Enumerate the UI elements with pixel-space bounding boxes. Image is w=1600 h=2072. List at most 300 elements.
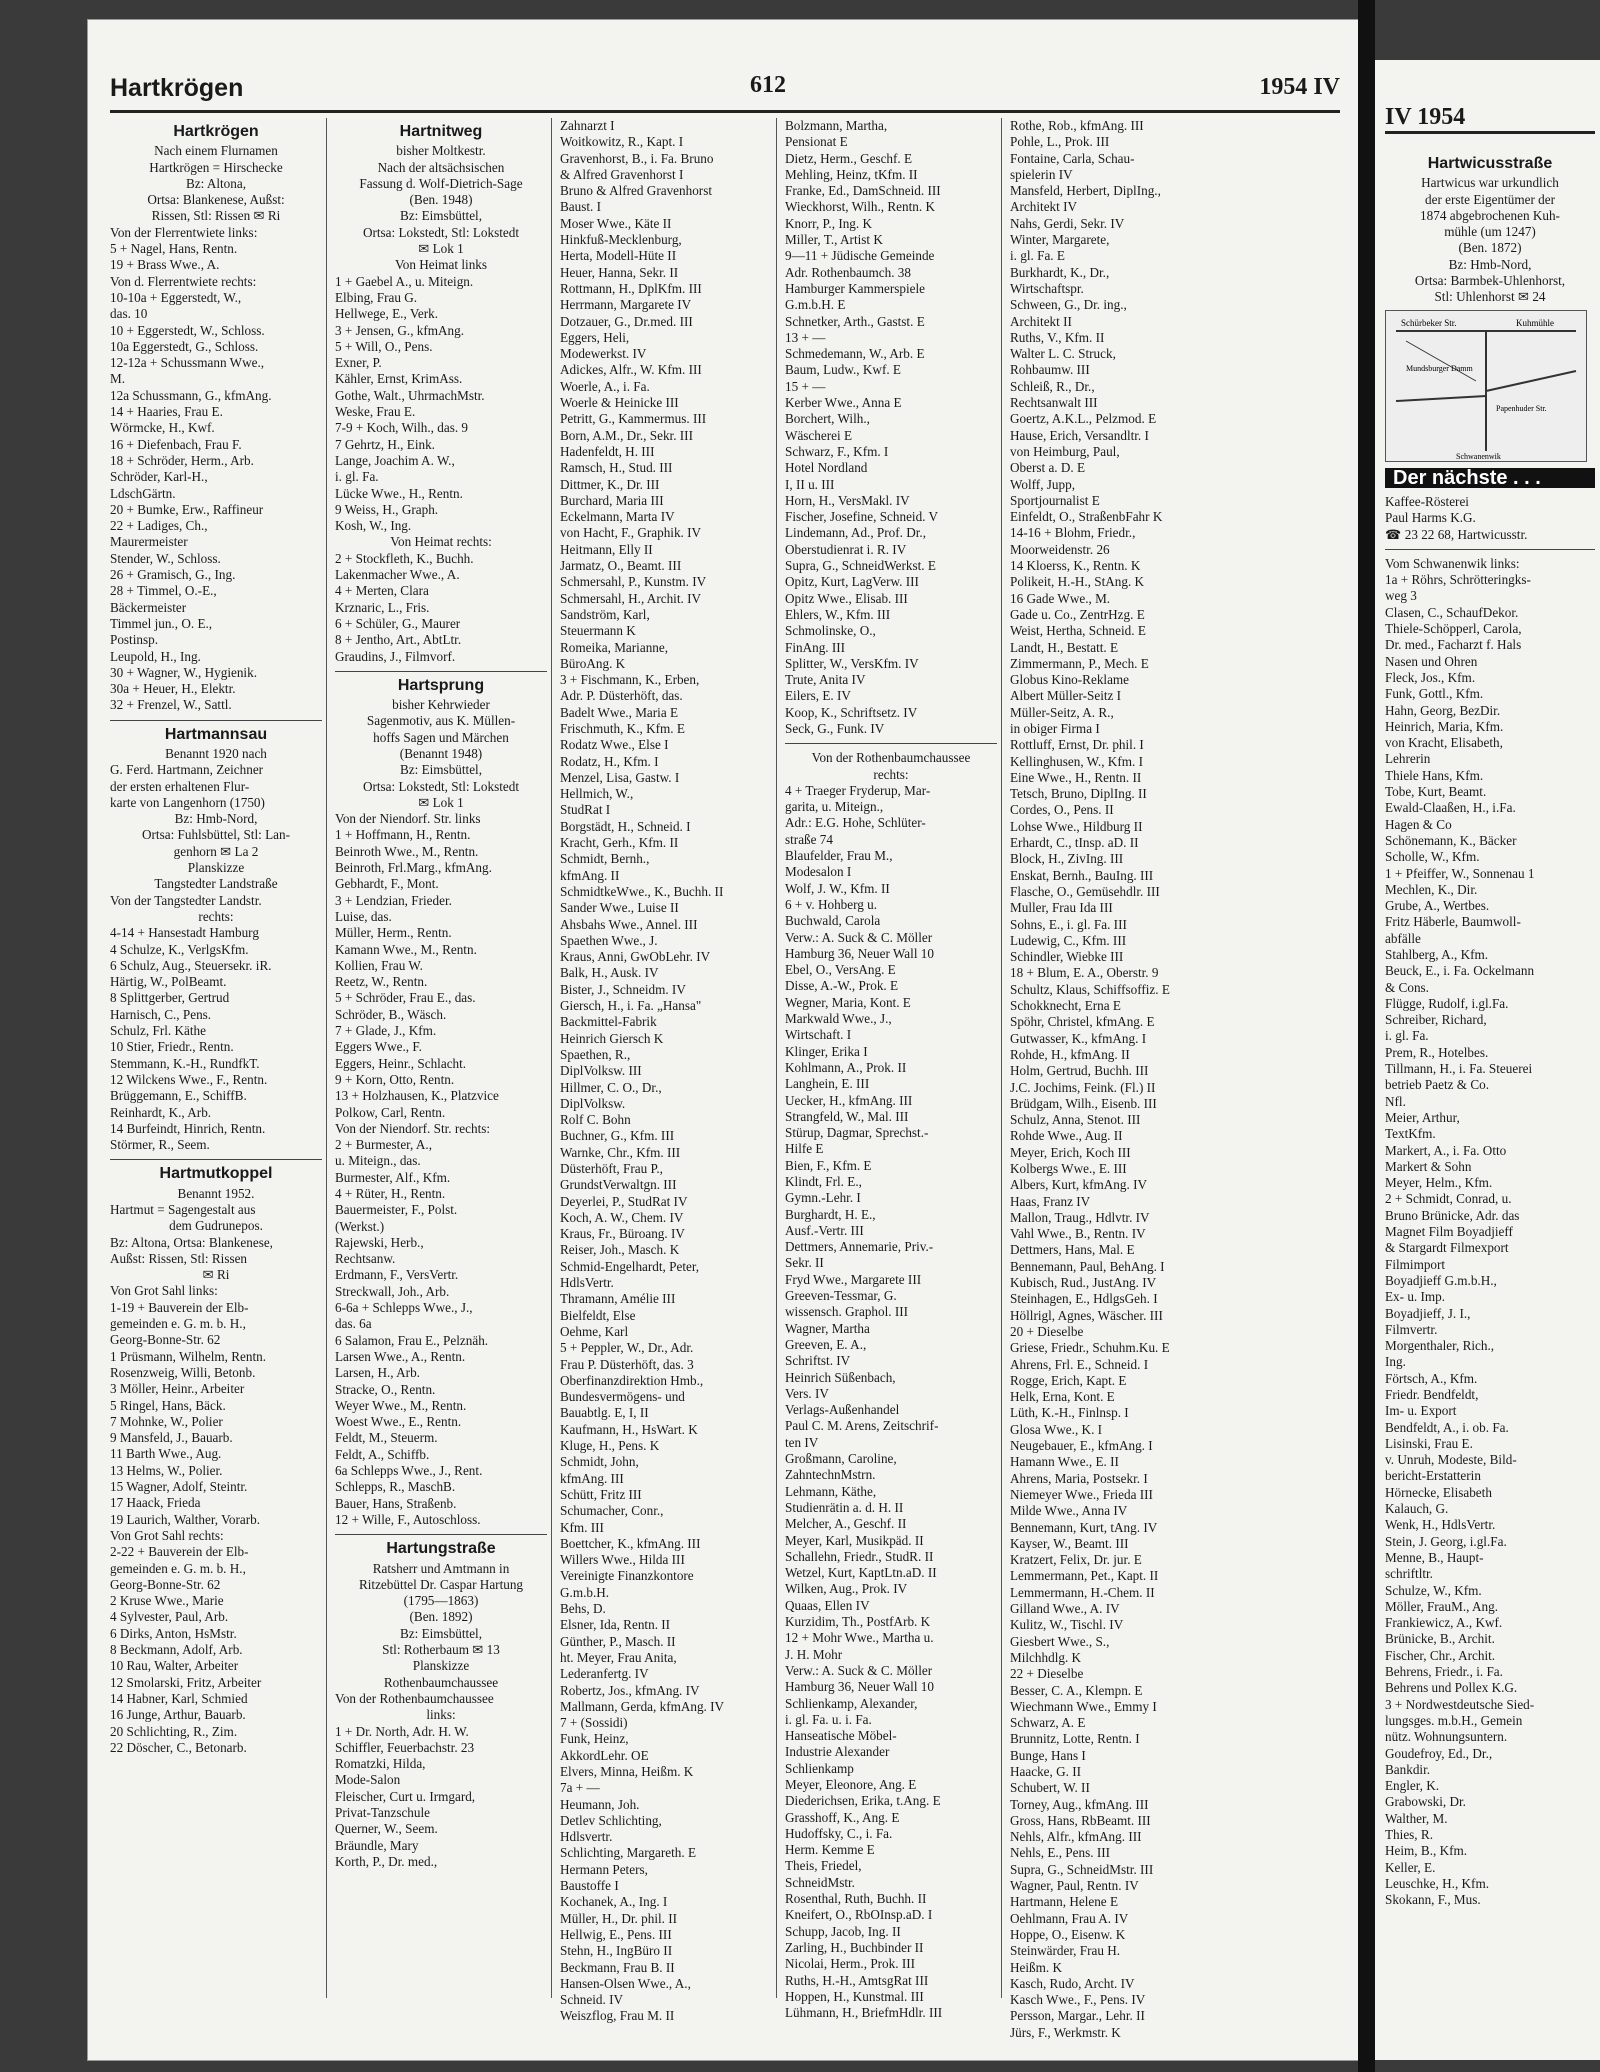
street-note: Von Heimat links: [394, 257, 488, 273]
resident-entry: Rohde Wwe., Aug. II: [1010, 1128, 1123, 1144]
resident-entry: 4 + Traeger Fryderup, Mar-: [785, 782, 931, 798]
street-note: dem Gudrunepos.: [169, 1218, 263, 1234]
resident-entry: von Hacht, F., Graphik. IV: [560, 525, 702, 541]
resident-entry: Buchner, G., Kfm. III: [560, 1128, 675, 1144]
resident-entry: Heinrich Giersch K: [560, 1030, 664, 1046]
resident-entry: Larsen, H., Arb.: [335, 1365, 420, 1381]
resident-entry: Fischer, Chr., Archit.: [1385, 1647, 1496, 1663]
resident-entry: Landt, H., Bestatt. E: [1010, 639, 1119, 655]
resident-entry: Polkow, Carl, Rentn.: [335, 1104, 446, 1120]
resident-entry: Quaas, Ellen IV: [785, 1597, 870, 1613]
page-number: 612: [750, 72, 786, 98]
resident-entry: Erdmann, F., VersVertr.: [335, 1267, 459, 1283]
street-note: Ortsa: Barmbek-Uhlenhorst,: [1414, 273, 1566, 289]
resident-entry: Weske, Frau E.: [335, 404, 416, 420]
resident-entry: 18 + Blum, E. A., Oberstr. 9: [1010, 965, 1159, 981]
resident-entry: Keller, E.: [1385, 1859, 1436, 1875]
resident-entry: 4-14 + Hansestadt Hamburg: [110, 925, 259, 941]
resident-entry: Lemmermann, H.-Chem. II: [1010, 1584, 1155, 1600]
street-note: rechts:: [198, 908, 234, 924]
resident-entry: Miller, T., Artist K: [785, 232, 883, 248]
resident-entry: schriftltr.: [1385, 1566, 1433, 1582]
street-note: links:: [426, 1707, 456, 1723]
street-note: Rissen, Stl: Rissen ✉ Ri: [151, 208, 281, 224]
resident-entry: 26 + Gramisch, G., Ing.: [110, 567, 236, 583]
street-note: Sagenmotiv, aus K. Müllen-: [366, 713, 516, 729]
resident-entry: 12-12a + Schussmann Wwe.,: [110, 355, 265, 371]
resident-entry: 3 + Fischmann, K., Erben,: [560, 672, 700, 688]
resident-entry: Fleck, Jos., Kfm.: [1385, 669, 1476, 685]
resident-entry: das. 6a: [335, 1316, 372, 1332]
resident-entry: Brunnitz, Lotte, Rentn. I: [1010, 1731, 1140, 1747]
resident-entry: DiplVolksw. III: [560, 1063, 642, 1079]
page-header: [110, 70, 1340, 113]
resident-entry: Düsterhöft, Frau P.,: [560, 1161, 663, 1176]
resident-entry: Modesalon I: [785, 864, 852, 880]
divider: [110, 720, 322, 721]
resident-entry: Modewerkst. IV: [560, 346, 647, 362]
resident-entry: 6a Schlepps Wwe., J., Rent.: [335, 1463, 483, 1479]
resident-entry: Von Grot Sahl links:: [110, 1283, 218, 1299]
street-note: Von Heimat rechts:: [390, 534, 492, 550]
resident-entry: Bennemann, Paul, BehAng. I: [1010, 1258, 1165, 1274]
resident-entry: 1 + Dr. North, Adr. H. W.: [335, 1723, 469, 1739]
street-title: Hartmutkoppel: [159, 1165, 273, 1183]
resident-entry: gemeinden e. G. m. b. H.,: [110, 1316, 246, 1332]
resident-entry: Lemmermann, Pet., Kapt. II: [1010, 1568, 1159, 1584]
resident-entry: wissensch. Graphol. III: [785, 1304, 909, 1320]
resident-entry: Kochanek, A., Ing. I: [560, 1894, 668, 1910]
resident-entry: Bunge, Hans I: [1010, 1747, 1086, 1763]
resident-entry: Hamburg 36, Neuer Wall 10: [785, 1679, 934, 1695]
resident-entry: Kayser, W., Beamt. III: [1010, 1535, 1129, 1551]
resident-entry: Behrens, Friedr., i. Fa.: [1385, 1664, 1503, 1680]
resident-entry: J.C. Jochims, Feink. (Fl.) II: [1010, 1079, 1156, 1095]
resident-entry: Beuck, E., i. Fa. Ockelmann: [1385, 963, 1535, 979]
resident-entry: 13 + Holzhausen, K., Platzvice: [335, 1088, 499, 1104]
resident-entry: Greeven, E. A.,: [785, 1336, 867, 1352]
resident-entry: Schupp, Jacob, Ing. II: [785, 1923, 901, 1939]
resident-entry: Schmidt, Bernh.,: [560, 851, 650, 867]
resident-entry: Balk, H., Ausk. IV: [560, 965, 659, 981]
resident-entry: 5 + Nagel, Hans, Rentn.: [110, 241, 238, 257]
resident-entry: 19 Laurich, Walther, Vorarb.: [110, 1511, 261, 1527]
resident-entry: Gilland Wwe., A. IV: [1010, 1601, 1120, 1617]
resident-entry: Kluge, H., Pens. K: [560, 1438, 660, 1454]
resident-entry: Von Grot Sahl rechts:: [110, 1527, 224, 1543]
resident-entry: Fischer, Josefine, Schneid. V: [785, 509, 939, 525]
resident-entry: Großmann, Caroline,: [785, 1451, 897, 1467]
resident-entry: Opitz Wwe., Elisab. III: [785, 590, 908, 606]
resident-entry: Ex- u. Imp.: [1385, 1289, 1446, 1305]
resident-entry: Schallehn, Friedr., StudR. II: [785, 1548, 934, 1564]
column-1: [110, 118, 322, 1998]
resident-entry: 7 Mohnke, W., Polier: [110, 1413, 223, 1429]
resident-entry: Luise, das.: [335, 908, 392, 924]
resident-entry: Kneifert, O., RbOInsp.aD. I: [785, 1907, 933, 1923]
resident-entry: Tetsch, Bruno, DiplIng. II: [1010, 786, 1147, 802]
resident-entry: AkkordLehr. OE: [560, 1747, 649, 1763]
resident-entry: Beckmann, Frau B. II: [560, 1959, 675, 1975]
resident-list: [1385, 556, 1595, 1909]
resident-entry: Vom Schwanenwik links:: [1385, 555, 1520, 571]
resident-entry: 10 Rau, Walter, Arbeiter: [110, 1658, 239, 1674]
resident-entry: Vers. IV: [785, 1385, 829, 1401]
resident-entry: Magnet Film Boyadjieff: [1385, 1224, 1513, 1240]
resident-entry: 1a + Röhrs, Schrötteringks-: [1385, 572, 1531, 588]
resident-entry: Mehling, Heinz, tKfm. II: [785, 166, 918, 182]
header-street: Hartkrögen: [110, 74, 244, 102]
resident-entry: Fritz Häberle, Baumwoll-: [1385, 914, 1521, 930]
resident-entry: Schmolinske, O.,: [785, 623, 876, 639]
resident-entry: Koop, K., Schriftsetz. IV: [785, 704, 918, 720]
resident-entry: Hartmann, Helene E: [1010, 1894, 1119, 1910]
street-note: Nach einem Flurnamen: [154, 143, 278, 159]
resident-entry: Kurzidim, Th., PostfArb. K: [785, 1614, 931, 1630]
resident-entry: Meyer, Eleonore, Ang. E: [785, 1776, 917, 1792]
resident-entry: Lüth, K.-H., Finlnsp. I: [1010, 1405, 1129, 1421]
resident-entry: Rosenzweig, Willi, Betonb.: [110, 1364, 256, 1380]
resident-entry: 16 Gade Wwe., M.: [1010, 590, 1111, 606]
resident-entry: Schröder, B., Wäsch.: [335, 1006, 447, 1022]
resident-entry: lungsges. m.b.H., Gemein: [1385, 1712, 1523, 1728]
resident-entry: Romatzki, Hilda,: [335, 1756, 426, 1772]
resident-entry: & Alfred Gravenhorst I: [560, 166, 684, 182]
resident-entry: Trute, Anita IV: [785, 672, 866, 688]
resident-entry: Larsen Wwe., A., Rentn.: [335, 1348, 466, 1364]
resident-entry: Brüggemann, E., SchiffB.: [110, 1088, 247, 1104]
resident-entry: G. Ferd. Hartmann, Zeichner: [110, 762, 264, 778]
resident-entry: Deyerlei, P., StudRat IV: [560, 1193, 688, 1209]
resident-entry: Rothe, Rob., kfmAng. III: [1010, 118, 1144, 133]
resident-entry: Eggers Wwe., F.: [335, 1039, 422, 1055]
resident-entry: kfmAng. III: [560, 1470, 624, 1486]
resident-entry: & Cons.: [1385, 979, 1429, 995]
resident-entry: Rottmann, H., DplKfm. III: [560, 280, 702, 296]
resident-entry: Kraus, Fr., Büroang. IV: [560, 1226, 685, 1242]
resident-entry: Neugebauer, E., kfmAng. I: [1010, 1438, 1153, 1454]
resident-entry: Uecker, H., kfmAng. III: [785, 1092, 913, 1108]
street-note: Rothenbaumchaussee: [383, 1674, 499, 1690]
street-note: Ritzebüttel Dr. Caspar Hartung: [358, 1576, 524, 1592]
resident-entry: 30a + Heuer, H., Elektr.: [110, 681, 236, 697]
street-note: Tangstedter Landstraße: [154, 876, 278, 892]
resident-entry: Bankdir.: [1385, 1761, 1431, 1777]
resident-entry: 8 Beckmann, Adolf, Arb.: [110, 1642, 243, 1658]
resident-entry: Heuer, Hanna, Sekr. II: [560, 264, 679, 280]
resident-entry: Einfeldt, O., StraßenbFahr K: [1010, 509, 1163, 525]
resident-entry: 2 + Schmidt, Conrad, u.: [1385, 1191, 1512, 1207]
resident-entry: Schubert, W. II: [1010, 1780, 1090, 1796]
resident-entry: Tobe, Kurt, Beamt.: [1385, 784, 1487, 800]
resident-entry: Klinger, Erika I: [785, 1043, 868, 1059]
resident-entry: Bruno Brünicke, Adr. das: [1385, 1207, 1520, 1223]
ad-line: Kaffee-Rösterei: [1385, 493, 1469, 509]
resident-entry: Rajewski, Herb.,: [335, 1234, 424, 1250]
resident-entry: Ahsbahs Wwe., Annel. III: [560, 916, 698, 932]
resident-entry: Kähler, Ernst, KrimAss.: [335, 371, 463, 387]
street-note: Von der Rothenbaumchaussee: [811, 750, 971, 766]
resident-entry: Thramann, Amélie III: [560, 1291, 676, 1307]
resident-entry: Heitmann, Elly II: [560, 541, 653, 557]
resident-entry: Hahn, Georg, BezDir.: [1385, 702, 1501, 718]
resident-entry: 16 Junge, Arthur, Bauarb.: [110, 1707, 246, 1723]
resident-entry: Reinhardt, K., Arb.: [110, 1104, 212, 1120]
resident-entry: Wörmcke, H., Kwf.: [110, 420, 215, 436]
resident-entry: Eckelmann, Marta IV: [560, 509, 675, 525]
resident-entry: Spaethen, R.,: [560, 1046, 631, 1062]
resident-entry: 20 Schlichting, R., Zim.: [110, 1723, 238, 1739]
resident-entry: Feldt, M., Steuerm.: [335, 1430, 438, 1446]
resident-entry: Stender, W., Schloss.: [110, 550, 221, 566]
street-note: Ratsherr und Amtmann in: [372, 1560, 510, 1576]
resident-entry: Splitter, W., VersKfm. IV: [785, 655, 919, 671]
divider: [1385, 549, 1595, 550]
resident-entry: Seck, G., Funk. IV: [785, 720, 885, 736]
resident-entry: Von der Niendorf. Str. rechts:: [335, 1120, 491, 1136]
resident-entry: Steinhagen, E., HdlgsGeh. I: [1010, 1291, 1158, 1307]
resident-entry: Milchhdlg. K: [1010, 1649, 1082, 1665]
resident-entry: Lohse Wwe., Hildburg II: [1010, 818, 1143, 834]
resident-entry: Winter, Margarete,: [1010, 232, 1110, 248]
resident-entry: Romeika, Marianne,: [560, 639, 669, 655]
column-3: [560, 118, 772, 2024]
resident-entry: Knorr, P., Ing. K: [785, 215, 873, 231]
resident-entry: Hansen-Olsen Wwe., A.,: [560, 1975, 691, 1991]
resident-entry: Mansfeld, Herbert, DiplIng.,: [1010, 183, 1161, 199]
resident-entry: Kolbergs Wwe., E. III: [1010, 1161, 1127, 1176]
resident-entry: Boyadjieff, J. I.,: [1385, 1305, 1471, 1321]
resident-entry: Mallon, Traug., Hdlvtr. IV: [1010, 1209, 1150, 1225]
resident-entry: Goudefroy, Ed., Dr.,: [1385, 1745, 1493, 1761]
resident-entry: garita, u. Miteign.,: [785, 799, 884, 815]
street-note: Planskizze: [187, 860, 245, 876]
resident-entry: M.: [110, 371, 126, 387]
resident-entry: bericht-Erstatterin: [1385, 1468, 1481, 1484]
resident-entry: Frischmuth, K., Kfm. E: [560, 720, 685, 736]
resident-entry: Moser Wwe., Käte II: [560, 215, 672, 231]
resident-entry: 19 + Brass Wwe., A.: [110, 257, 220, 273]
resident-entry: Müller, H., Dr. phil. II: [560, 1910, 678, 1926]
resident-entry: 7 + Glade, J., Kfm.: [335, 1023, 437, 1039]
street-note: Bz: Altona,: [185, 175, 247, 191]
column-divider: [326, 118, 327, 1998]
resident-entry: Im- u. Export: [1385, 1403, 1457, 1419]
resident-entry: Hilfe E: [785, 1141, 824, 1157]
resident-entry: Hermann Peters,: [560, 1861, 648, 1877]
resident-entry: Markert & Sohn: [1385, 1158, 1472, 1174]
resident-entry: Hoppen, H., Kunstmal. III: [785, 1988, 924, 2004]
resident-entry: G.m.b.H. E: [785, 297, 846, 313]
resident-entry: Von d. Flerrentwiete rechts:: [110, 273, 257, 289]
resident-entry: 13 Helms, W., Polier.: [110, 1462, 223, 1478]
resident-entry: Hdlsvertr.: [560, 1829, 613, 1845]
street-note: ✉ Lok 1: [418, 241, 464, 257]
resident-entry: 2-22 + Bauverein der Elb-: [110, 1544, 249, 1560]
resident-entry: Scholle, W., Kfm.: [1385, 849, 1480, 865]
resident-entry: Griese, Friedr., Schuhm.Ku. E: [1010, 1340, 1170, 1356]
resident-entry: Melcher, A., Geschf. II: [785, 1516, 907, 1532]
resident-entry: Oberstudienrat i. R. IV: [785, 541, 907, 557]
resident-entry: Kracht, Gerh., Kfm. II: [560, 835, 679, 851]
resident-entry: 22 + Ladiges, Ch.,: [110, 518, 208, 534]
resident-entry: Detlev Schlichting,: [560, 1812, 662, 1828]
resident-entry: Vereinigte Finanzkontore: [560, 1568, 694, 1584]
resident-entry: Ewald-Claaßen, H., i.Fa.: [1385, 800, 1516, 816]
resident-entry: Industrie Alexander: [785, 1744, 890, 1760]
resident-entry: Störmer, R., Seem.: [110, 1137, 210, 1153]
street-note: ✉ Lok 1: [418, 794, 464, 810]
resident-entry: Schwarz, A. E: [1010, 1715, 1086, 1731]
resident-entry: Walther, M.: [1385, 1810, 1448, 1826]
resident-entry: Müller-Seitz, A. R.,: [1010, 704, 1114, 720]
resident-entry: Willers Wwe., Hilda III: [560, 1552, 685, 1568]
resident-entry: Eine Wwe., H., Rentn. II: [1010, 769, 1142, 785]
resident-entry: Thiele-Schöpperl, Carola,: [1385, 621, 1522, 637]
resident-entry: Globus Kino-Reklame: [1010, 672, 1130, 688]
resident-entry: Woest Wwe., E., Rentn.: [335, 1414, 462, 1430]
resident-entry: Heinrich Süßenbach,: [785, 1369, 896, 1385]
resident-entry: Rolf C. Bohn: [560, 1112, 631, 1128]
resident-entry: 14 Kloerss, K., Rentn. K: [1010, 558, 1141, 574]
resident-entry: Kohlmann, A., Prok. II: [785, 1059, 907, 1075]
divider: [335, 671, 547, 672]
resident-entry: Schween, G., Dr. ing.,: [1010, 297, 1127, 313]
resident-entry: 12 Wilckens Wwe., F., Rentn.: [110, 1071, 268, 1087]
resident-entry: Markwald Wwe., J.,: [785, 1011, 892, 1027]
resident-entry: Schultz, Klaus, Schiffsoffiz. E: [1010, 981, 1170, 997]
resident-entry: Brünicke, B., Archit.: [1385, 1631, 1495, 1647]
resident-entry: 5 + Peppler, W., Dr., Adr.: [560, 1340, 694, 1356]
resident-entry: in obiger Firma I: [1010, 720, 1100, 736]
resident-entry: Markert, A., i. Fa. Otto: [1385, 1142, 1507, 1158]
resident-entry: 12 Smolarski, Fritz, Arbeiter: [110, 1674, 262, 1690]
resident-entry: Exner, P.: [335, 355, 382, 371]
resident-entry: 3 + Lendzian, Frieder.: [335, 892, 452, 908]
resident-entry: Herrmann, Margarete IV: [560, 297, 692, 313]
resident-entry: Wagner, Martha: [785, 1320, 870, 1336]
resident-entry: Verlags-Außenhandel: [785, 1402, 900, 1418]
resident-entry: Rottluff, Ernst, Dr. phil. I: [1010, 737, 1144, 753]
resident-entry: Gravenhorst, B., i. Fa. Bruno: [560, 150, 714, 166]
resident-entry: TextKfm.: [1385, 1126, 1436, 1142]
resident-entry: Klindt, Frl. E.,: [785, 1174, 862, 1189]
resident-entry: Wolf, J. W., Kfm. II: [785, 880, 890, 896]
resident-entry: Menne, B., Haupt-: [1385, 1549, 1484, 1565]
resident-entry: 4 Sylvester, Paul, Arb.: [110, 1609, 229, 1625]
resident-entry: 6 Dirks, Anton, HsMstr.: [110, 1625, 237, 1641]
resident-entry: Dittmer, K., Dr. III: [560, 476, 660, 492]
resident-entry: Hanseatische Möbel-: [785, 1728, 897, 1744]
resident-entry: Reetz, W., Rentn.: [335, 974, 428, 990]
resident-entry: 15 Wagner, Adolf, Steintr.: [110, 1479, 248, 1495]
resident-entry: 14 + Haaries, Frau E.: [110, 404, 223, 420]
resident-entry: Nehls, E., Pens. III: [1010, 1845, 1110, 1861]
resident-entry: Korth, P., Dr. med.,: [335, 1853, 438, 1869]
resident-entry: Behs, D.: [560, 1601, 606, 1617]
resident-entry: Stehn, H., IngBüro II: [560, 1943, 673, 1959]
resident-entry: Supra, G., SchneidWerkst. E: [785, 558, 936, 574]
resident-entry: 30 + Wagner, W., Hygienik.: [110, 664, 257, 680]
resident-entry: Schokknecht, Erna E: [1010, 998, 1121, 1014]
resident-entry: Bien, F., Kfm. E: [785, 1157, 872, 1173]
street-note: (Ben. 1872): [1458, 240, 1522, 256]
resident-entry: Hellwege, E., Verk.: [335, 306, 439, 322]
resident-entry: Dr. med., Facharzt f. Hals: [1385, 637, 1522, 653]
resident-entry: Rosenthal, Ruth, Buchh. II: [785, 1891, 927, 1907]
resident-entry: 28 + Timmel, O.-E.,: [110, 583, 217, 599]
resident-entry: Lühmann, H., BriefmHdlr. III: [785, 2005, 943, 2021]
resident-entry: Burghardt, H. E.,: [785, 1206, 876, 1222]
resident-entry: Jarmatz, O., Beamt. III: [560, 558, 682, 574]
resident-entry: der ersten erhaltenen Flur-: [110, 778, 250, 794]
resident-entry: Georg-Bonne-Str. 62: [110, 1576, 221, 1592]
resident-entry: 16 + Diefenbach, Frau F.: [110, 436, 242, 452]
map-label: Schürbeker Str.: [1401, 317, 1457, 328]
street-note: Hartkrögen = Hirschecke: [149, 159, 283, 175]
resident-entry: Wagner, Paul, Rentn. IV: [1010, 1878, 1139, 1894]
resident-entry: 3 + Nordwestdeutsche Sied-: [1385, 1696, 1535, 1712]
resident-entry: Oehme, Karl: [560, 1323, 629, 1339]
resident-entry: Funk, Heinz,: [560, 1731, 629, 1747]
resident-entry: Schumacher, Conr.,: [560, 1503, 664, 1519]
resident-entry: Postinsp.: [110, 632, 159, 648]
resident-entry: Lisinski, Frau E.: [1385, 1435, 1473, 1451]
resident-entry: Bruno & Alfred Gravenhorst: [560, 183, 712, 199]
resident-entry: Schiffler, Feuerbachstr. 23: [335, 1739, 475, 1755]
resident-entry: Nehls, Alfr., kfmAng. III: [1010, 1829, 1142, 1845]
resident-entry: Hillmer, C. O., Dr.,: [560, 1079, 662, 1095]
resident-entry: Brüdgam, Wilh., Eisenb. III: [1010, 1095, 1157, 1111]
resident-entry: Spaethen Wwe., J.: [560, 932, 658, 948]
resident-entry: Glosa Wwe., K. I: [1010, 1421, 1103, 1437]
resident-entry: Vahl Wwe., B., Rentn. IV: [1010, 1226, 1146, 1242]
divider: [335, 1534, 547, 1535]
resident-entry: 9 Mansfeld, J., Bauarb.: [110, 1430, 233, 1446]
resident-entry: Gutwasser, K., kfmAng. I: [1010, 1030, 1147, 1046]
resident-entry: Baust. I: [560, 199, 602, 215]
resident-entry: Pohle, L., Prok. III: [1010, 134, 1110, 150]
map-label: Kuhmühle: [1516, 317, 1554, 328]
resident-entry: Koch, A. W., Chem. IV: [560, 1209, 684, 1225]
street-note: Ortsa: Blankenese, Außst:: [147, 192, 285, 208]
resident-entry: J. H. Mohr: [785, 1646, 843, 1662]
resident-entry: Lücke Wwe., H., Rentn.: [335, 485, 463, 501]
resident-entry: Baum, Ludw., Kwf. E: [785, 362, 901, 378]
resident-entry: Von der Rothenbaumchaussee: [335, 1690, 494, 1706]
resident-entry: Opitz, Kurt, LagVerw. III: [785, 574, 919, 590]
resident-entry: Nfl.: [1385, 1093, 1406, 1109]
resident-entry: Wegner, Maria, Kont. E: [785, 994, 911, 1010]
resident-entry: Stahlberg, A., Kfm.: [1385, 946, 1489, 962]
resident-entry: Helk, Erna, Kont. E: [1010, 1389, 1115, 1405]
street-note: Bz: Eimsbüttel,: [399, 762, 483, 778]
resident-entry: 22 + Dieselbe: [1010, 1666, 1084, 1682]
resident-entry: Ahrens, Frl. E., Schneid. I: [1010, 1356, 1149, 1372]
resident-entry: Schneid. IV: [560, 1992, 623, 2008]
resident-entry: Dotzauer, G., Dr.med. III: [560, 313, 693, 329]
resident-entry: Schmid-Engelhardt, Peter,: [560, 1258, 700, 1274]
street-title: Hartungstraße: [386, 1540, 496, 1558]
resident-entry: Oberst a. D. E: [1010, 460, 1086, 476]
resident-entry: Schindler, Wiebke III: [1010, 949, 1124, 965]
street-note: genhorn ✉ La 2: [173, 843, 259, 859]
resident-entry: Wirtschaft. I: [785, 1027, 852, 1043]
resident-entry: Stürup, Dagmar, Sprechst.-: [785, 1125, 929, 1141]
resident-entry: ten IV: [785, 1434, 819, 1450]
resident-entry: 10 + Eggerstedt, W., Schloss.: [110, 322, 265, 338]
resident-entry: Heißm. K: [1010, 1959, 1063, 1975]
